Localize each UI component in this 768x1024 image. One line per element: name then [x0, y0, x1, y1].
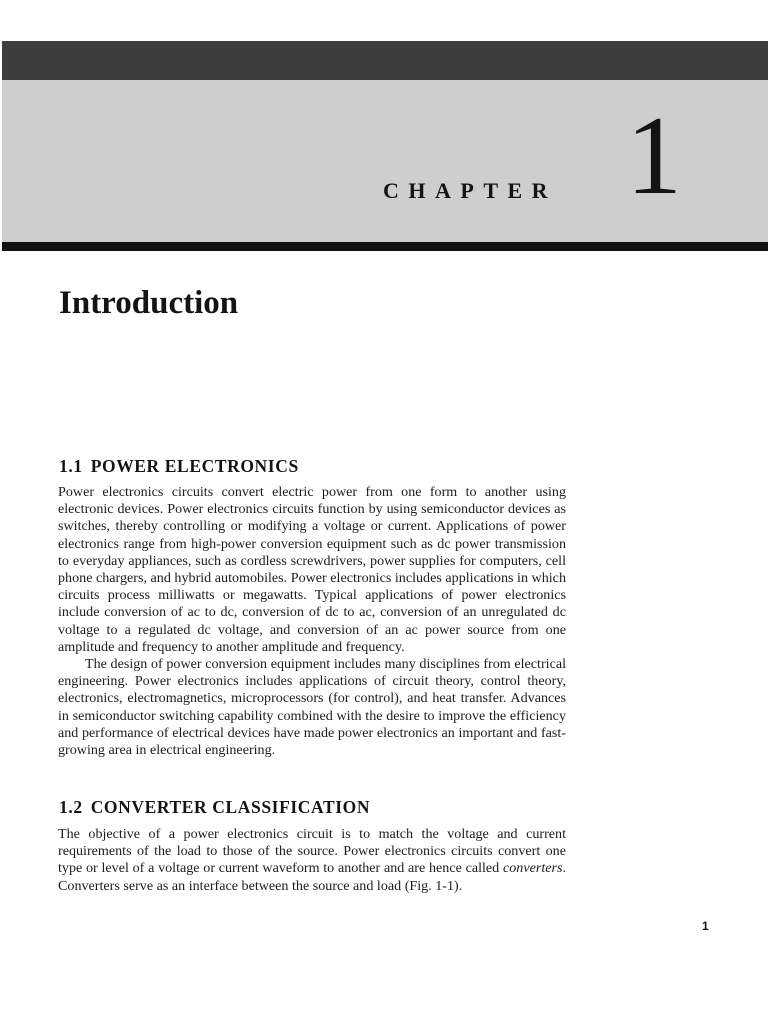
paragraph [58, 826, 566, 895]
section-number: 1.1 [59, 456, 83, 476]
section-number: 1.2 [59, 797, 83, 817]
chapter-title: Introduction [59, 285, 239, 321]
paragraph-text: The objective of a power electronics circuit is to match the voltage and current requirements of the load to those of the source. Power electronics circuits convert one type or level of a voltage or current waveform to another and are hence called [58, 826, 566, 877]
section-title: POWER ELECTRONICS [90, 456, 299, 476]
banner-rule [2, 242, 768, 251]
header-dark-bar [2, 41, 768, 80]
emphasis-term: converters [502, 860, 563, 877]
section-body-1-1 [58, 484, 566, 759]
paragraph: Power electronics circuits convert electric power from one form to another using electronic devices. Power electronics circuits function by using semiconductor devices as switches, thereby controlling or modifying a voltage or current. Applications of power electronics range from high-power conversion equipment such as dc power transmission to everyday appliances, such as cordless screwdrivers, power supplies for computers, cell phone chargers, and hybrid automobiles. Power electronics includes applications in which circuits process milliwatts or megawatts. Typical applications of power electronics include conversion of ac to dc, conversion of dc to ac, conversion of an unregulated dc voltage to a regulated dc voltage, and conversion of an ac power source from one amplitude and frequency to another amplitude and frequency. [58, 484, 566, 655]
section-body-1-2 [58, 826, 566, 895]
section-title: CONVERTER CLASSIFICATION [90, 797, 371, 817]
chapter-number: 1 [626, 94, 682, 218]
paragraph: The design of power conversion equipment includes many disciplines from electrical engineering. Power electronics includes applications of circuit theory, control theory, electronics, electromagnetics, microprocessors (for control), and heat transfer. Advances in semiconductor switching capability combined with the desire to improve the efficiency and performance of electrical devices have made power electronics an important and fast-growing area in electrical engineering. [58, 656, 566, 759]
section-heading-1-1 [59, 456, 579, 477]
chapter-label: CHAPTER [383, 178, 558, 203]
section-heading-1-2 [59, 797, 579, 818]
paragraph-text: . Converters serve as an interface between the source and load (Fig. 1-1). [58, 860, 566, 894]
page-number: 1 [702, 919, 709, 933]
